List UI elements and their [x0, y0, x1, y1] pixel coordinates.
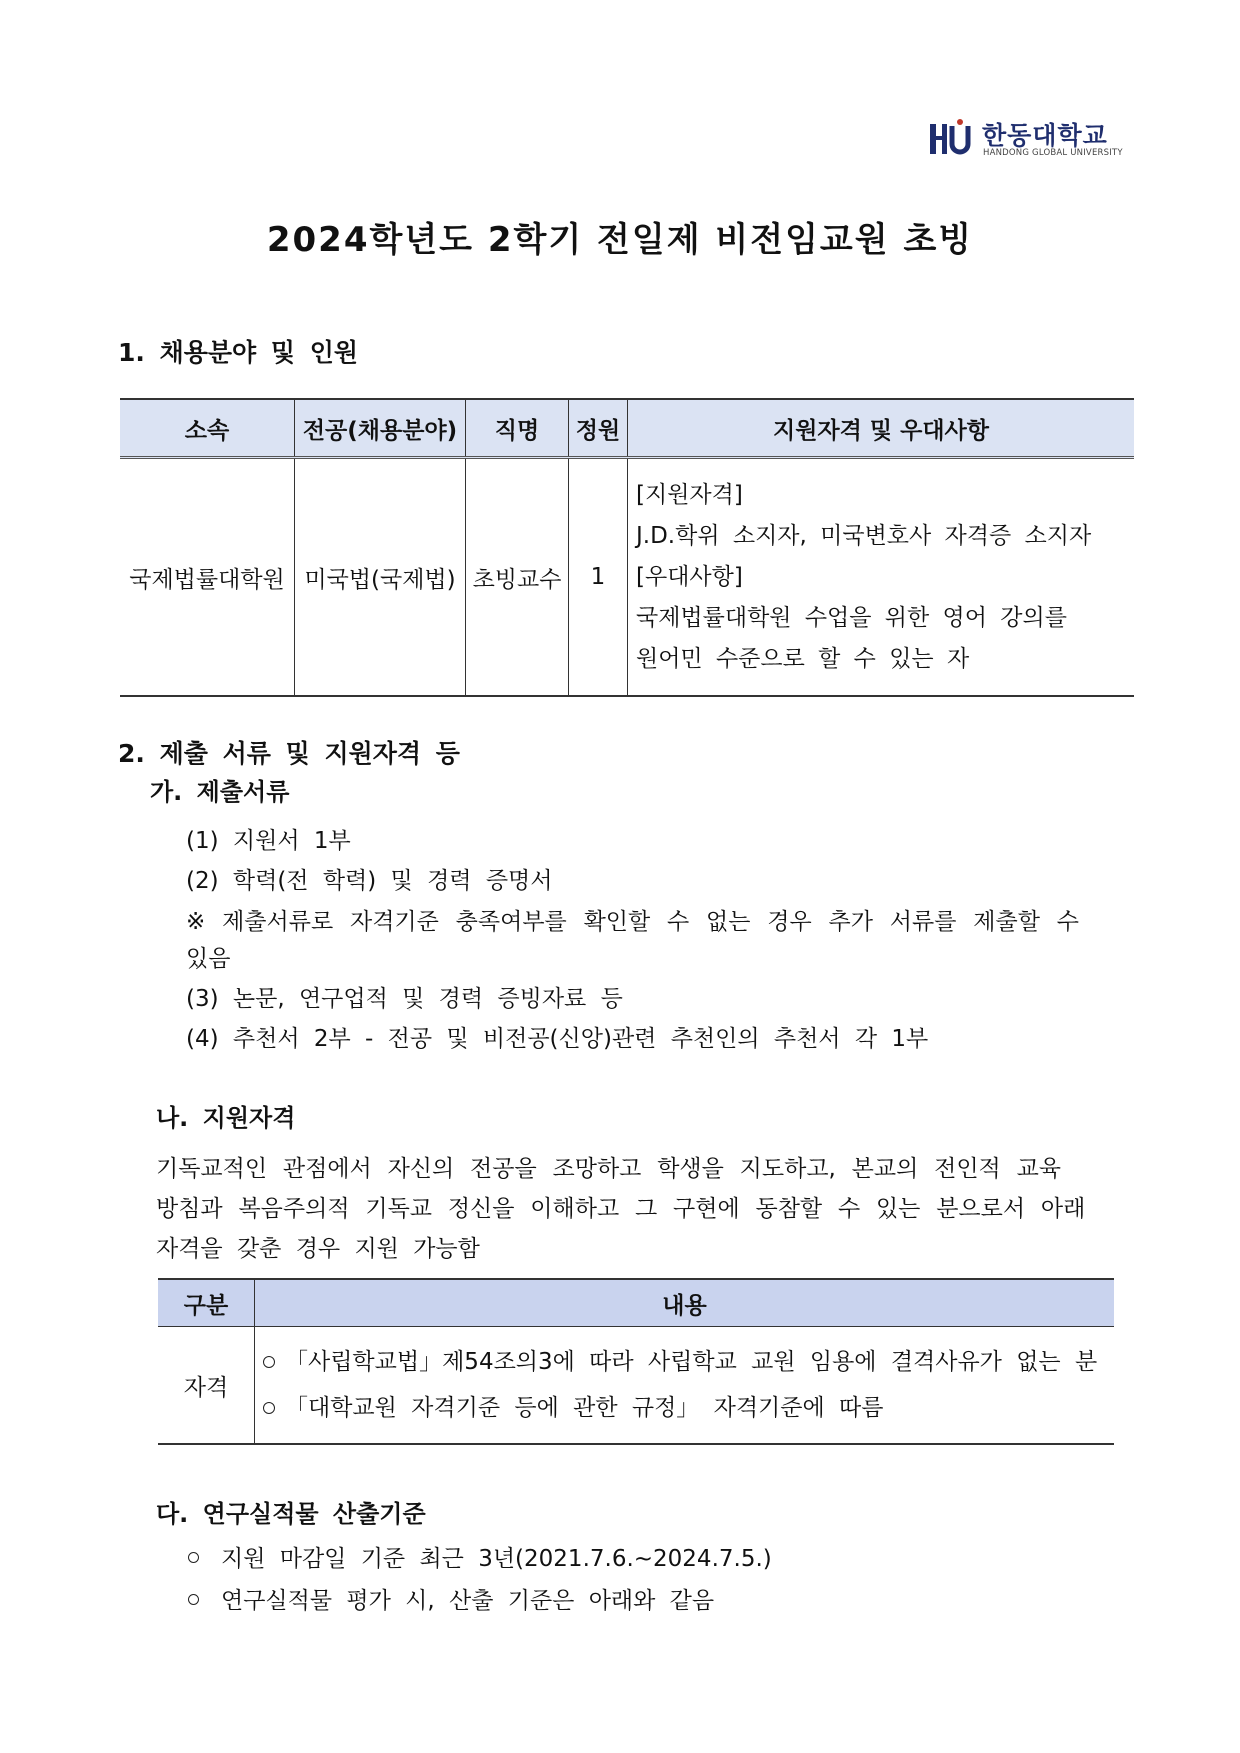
header-count: 정원: [569, 399, 628, 458]
list-item-text: 연구실적물 평가 시, 산출 기준은 아래와 같음: [221, 1588, 715, 1614]
qualification-paragraph-line: 기독교적인 관점에서 자신의 전공을 조망하고 학생을 지도하고, 본교의 전인적 교육: [156, 1156, 1062, 1182]
university-logo: [928, 116, 1123, 164]
page-title: 2024학년도 2학기 전일제 비전임교원 초빙: [266, 220, 974, 260]
qualification-table: [158, 1278, 1114, 1445]
document-item: (1) 지원서 1부: [186, 828, 351, 854]
qualification-line: 원어민 수준으로 할 수 있는 자: [636, 645, 970, 672]
section2-heading: 2. 제출 서류 및 지원자격 등: [118, 739, 460, 768]
qualification-paragraph-line: 방침과 복음주의적 기독교 정신을 이해하고 그 구현에 동참할 수 있는 분으로서 아래: [156, 1196, 1086, 1222]
qualification-line: 국제법률대학원 수업을 위한 영어 강의를: [636, 604, 1067, 631]
cell-major: 미국법(국제법): [295, 458, 466, 697]
circle-bullet-icon: [263, 1356, 275, 1368]
list-item-text: 「사립학교법」제54조의3에 따라 사립학교 교원 임용에 결격사유가 없는 분: [285, 1349, 1098, 1375]
document-note-continued: 있음: [186, 946, 231, 972]
document-item: (3) 논문, 연구업적 및 경력 증빙자료 등: [186, 986, 623, 1012]
table-header-row: [120, 399, 1134, 458]
cell-qualifications: [628, 458, 1135, 697]
header-qualifications: 지원자격 및 우대사항: [628, 399, 1135, 458]
cell-category: 자격: [158, 1327, 255, 1445]
cell-content: [255, 1327, 1115, 1445]
circle-bullet-icon: [188, 1552, 199, 1563]
table-row: [158, 1327, 1114, 1445]
recruitment-table: [120, 398, 1134, 697]
subsection-c-heading: 다. 연구실적물 산출기준: [156, 1500, 426, 1528]
list-item: [188, 1582, 714, 1615]
logo-subtext: HANDONG GLOBAL UNIVERSITY: [983, 148, 1123, 158]
header-affiliation: 소속: [120, 399, 295, 458]
qualification-line: J.D.학위 소지자, 미국변호사 자격증 소지자: [636, 522, 1092, 549]
cell-position: 초빙교수: [466, 458, 569, 697]
header-position: 직명: [466, 399, 569, 458]
circle-bullet-icon: [263, 1402, 275, 1414]
list-item-text: 지원 마감일 기준 최근 3년(2021.7.6.~2024.7.5.): [221, 1546, 772, 1572]
section1-heading: 1. 채용분야 및 인원: [118, 338, 359, 367]
cell-affiliation: 국제법률대학원: [120, 458, 295, 697]
subsection-a-heading: 가. 제출서류: [150, 778, 290, 806]
hgu-emblem-icon: [928, 118, 976, 158]
header-category: 구분: [158, 1279, 255, 1327]
header-major: 전공(채용분야): [295, 399, 466, 458]
table-row: [120, 458, 1134, 697]
document-item: (4) 추천서 2부 - 전공 및 비전공(신앙)관련 추천인의 추천서 각 1부: [186, 1026, 929, 1052]
qualification-paragraph-line: 자격을 갖춘 경우 지원 가능함: [156, 1236, 480, 1262]
qualification-line: [지원자격]: [636, 481, 743, 508]
qualification-line: [우대사항]: [636, 563, 743, 590]
list-item-text: 「대학교원 자격기준 등에 관한 규정」 자격기준에 따름: [285, 1395, 884, 1421]
subsection-b-heading: 나. 지원자격: [156, 1104, 296, 1132]
header-content: 내용: [255, 1279, 1115, 1327]
list-item: [188, 1540, 772, 1573]
document-item: (2) 학력(전 학력) 및 경력 증명서: [186, 868, 553, 894]
cell-count: 1: [569, 458, 628, 697]
circle-bullet-icon: [188, 1594, 199, 1605]
list-item: [261, 1339, 1114, 1385]
table-header-row: [158, 1279, 1114, 1327]
logo-text: 한동대학교: [982, 121, 1108, 150]
document-note: ※ 제출서류로 자격기준 충족여부를 확인할 수 없는 경우 추가 서류를 제출할 수: [186, 909, 1079, 935]
list-item: [261, 1385, 1114, 1431]
